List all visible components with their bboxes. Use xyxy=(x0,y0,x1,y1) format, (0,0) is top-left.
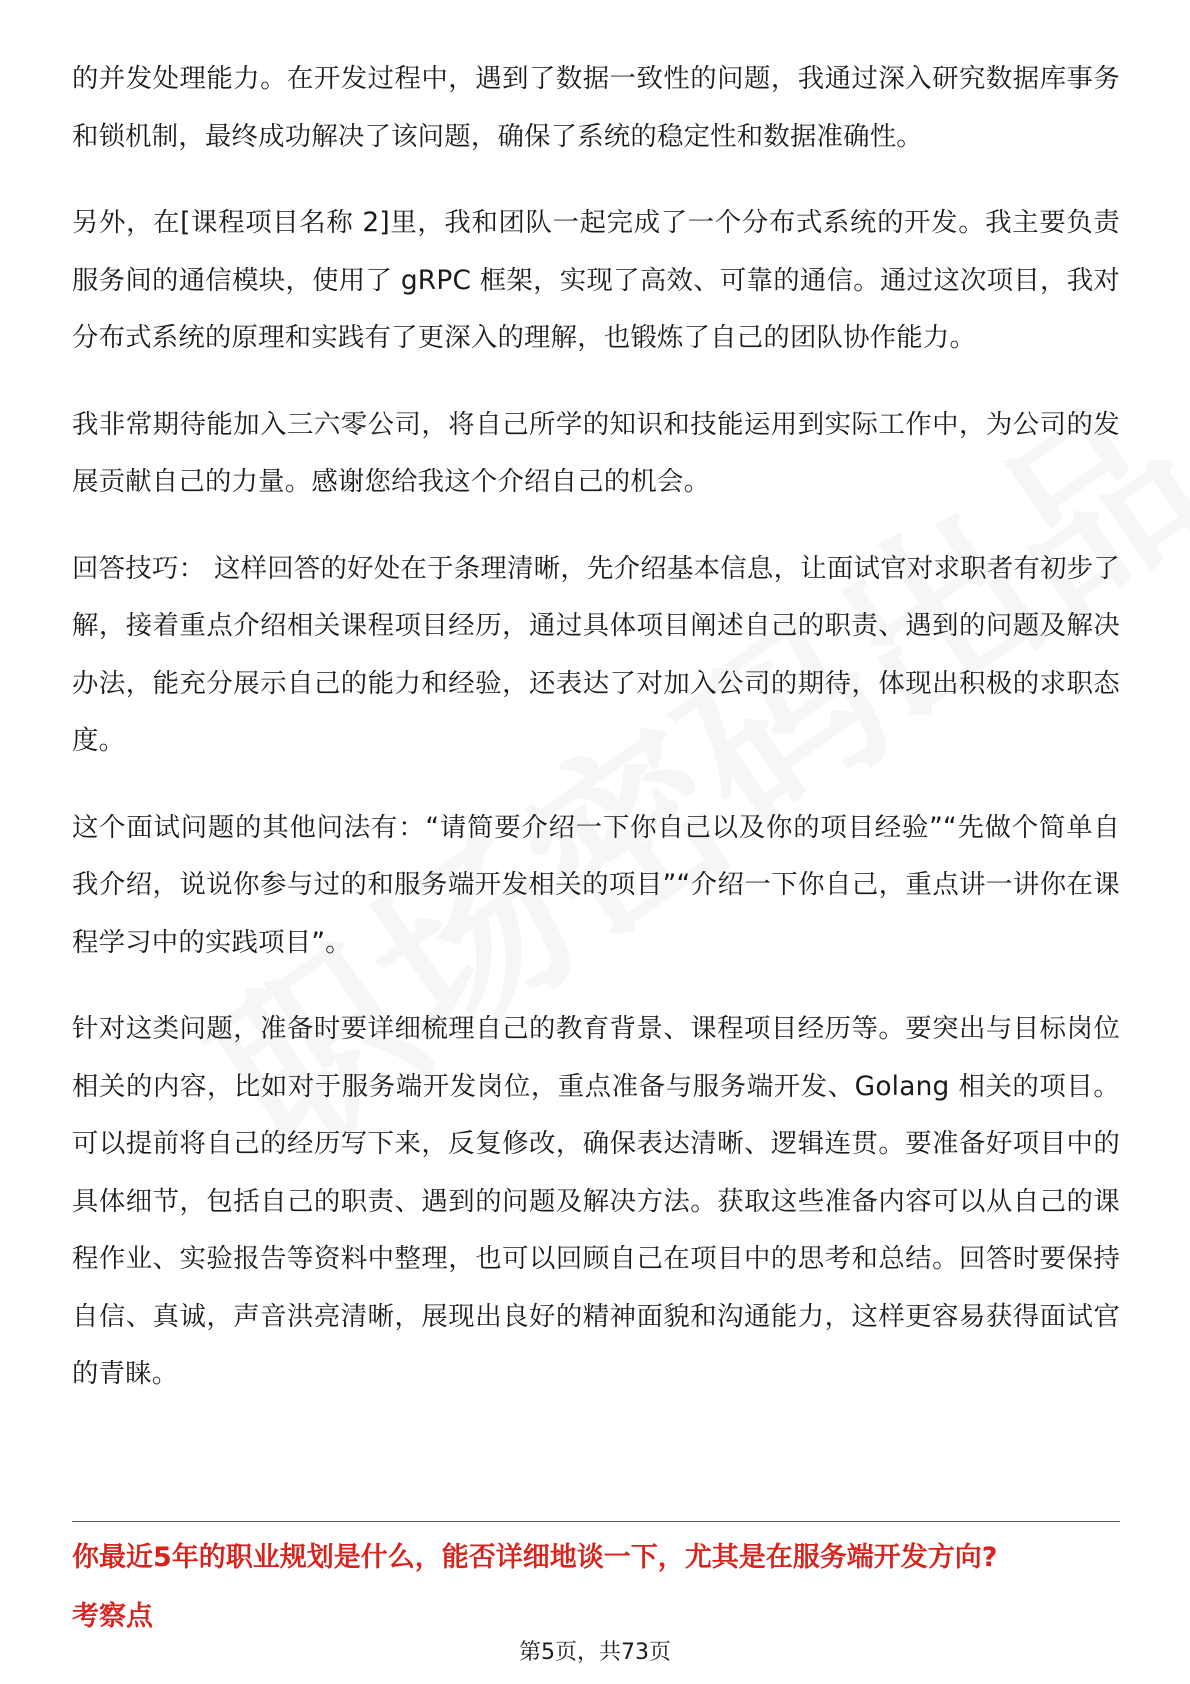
next-question-heading: 你最近5年的职业规划是什么，能否详细地谈一下，尤其是在服务端开发方向? xyxy=(72,1542,998,1573)
paragraph-answer-tips: 回答技巧： 这样回答的好处在于条理清晰，先介绍基本信息，让面试官对求职者有初步了解，接着重点介绍相关课程项目经历，通过具体项目阐述自己的职责、遇到的问题及解决办法，能充分展示自己的能力和经验，还表达了对加入公司的期待，体现出积极的求职态度。 xyxy=(72,552,1120,756)
page-footer: 第5页，共73页 xyxy=(519,1640,671,1665)
subheading: 考察点 xyxy=(72,1601,153,1632)
paragraph: 另外，在[课程项目名称 2]里，我和团队一起完成了一个分布式系统的开发。我主要负责服务间的通信模块，使用了 gRPC 框架，实现了高效、可靠的通信。通过这次项目，我对分布式系统的原理和实践有了更深入的理解，也锻炼了自己的团队协作能力。 xyxy=(72,207,1120,353)
paragraph: 我非常期待能加入三六零公司，将自己所学的知识和技能运用到实际工作中，为公司的发展贡献自己的力量。感谢您给我这个介绍自己的机会。 xyxy=(72,408,1120,497)
paragraph-preparation: 针对这类问题，准备时要详细梳理自己的教育背景、课程项目经历等。要突出与目标岗位相关的内容，比如对于服务端开发岗位，重点准备与服务端开发、Golang 相关的项目。可以提前将自己的经历写下来，反复修改，确保表达清晰、逻辑连贯。要准备好项目中的具体细节，包括自己的职责、遇到的问题及解决方法。获取这些准备内容可以从自己的课程作业、实验报告等资料中整理，也可以回顾自己在项目中的思考和总结。回答时要保持自信、真诚，声音洪亮清晰，展现出良好的精神面貌和沟通能力，这样更容易获得面试官的青睐。 xyxy=(72,1013,1120,1389)
body-content xyxy=(72,50,1120,1432)
section-divider xyxy=(72,1521,1120,1522)
paragraph-alternative-questions: 这个面试问题的其他问法有：“请简要介绍一下你自己以及你的项目经验”“先做个简单自我介绍，说说你参与过的和服务端开发相关的项目”“介绍一下你自己，重点讲一讲你在课程学习中的实践项目”。 xyxy=(72,811,1120,958)
paragraph: 的并发处理能力。在开发过程中，遇到了数据一致性的问题，我通过深入研究数据库事务和锁机制，最终成功解决了该问题，确保了系统的稳定性和数据准确性。 xyxy=(72,63,1120,152)
